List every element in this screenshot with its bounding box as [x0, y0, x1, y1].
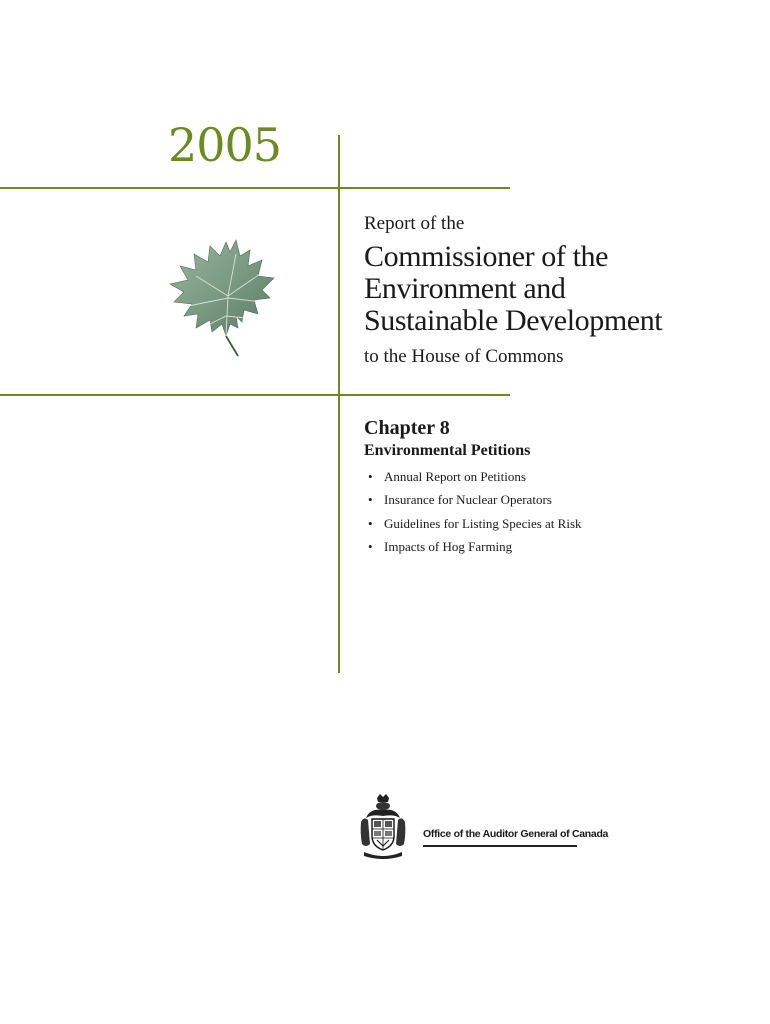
topic-text: Guidelines for Listing Species at Risk: [384, 515, 582, 531]
bullet-icon: •: [368, 515, 373, 531]
bottom-divider: [0, 394, 510, 396]
bullet-icon: •: [368, 469, 373, 484]
report-title-line: Sustainable Development: [364, 304, 663, 337]
bullet-icon: •: [368, 492, 373, 508]
coat-of-arms-icon: [358, 792, 408, 860]
chapter-topics: [368, 469, 582, 562]
publisher-underline: [423, 845, 577, 847]
report-title-line: Commissioner of the: [364, 240, 609, 273]
bullet-icon: •: [368, 538, 373, 554]
topic-text: Impacts of Hog Farming: [384, 538, 513, 554]
vertical-divider: [338, 135, 340, 673]
chapter-label: Chapter 8: [364, 417, 450, 439]
list-item: [368, 516, 582, 539]
maple-leaf-icon: [166, 236, 278, 358]
report-title-line: Environment and: [364, 272, 566, 305]
chapter-title: Environmental Petitions: [364, 442, 531, 459]
top-divider: [0, 187, 510, 189]
report-year: 2005: [168, 118, 282, 172]
report-audience: to the House of Commons: [364, 346, 564, 367]
report-intro: Report of the: [364, 213, 465, 234]
list-item: [368, 469, 582, 492]
topic-text: Insurance for Nuclear Operators: [384, 492, 552, 508]
topic-text: Annual Report on Petitions: [384, 469, 526, 484]
publisher-name: Office of the Auditor General of Canada: [423, 828, 609, 840]
report-title: [364, 241, 764, 337]
list-item: [368, 492, 582, 515]
list-item: [368, 539, 582, 562]
